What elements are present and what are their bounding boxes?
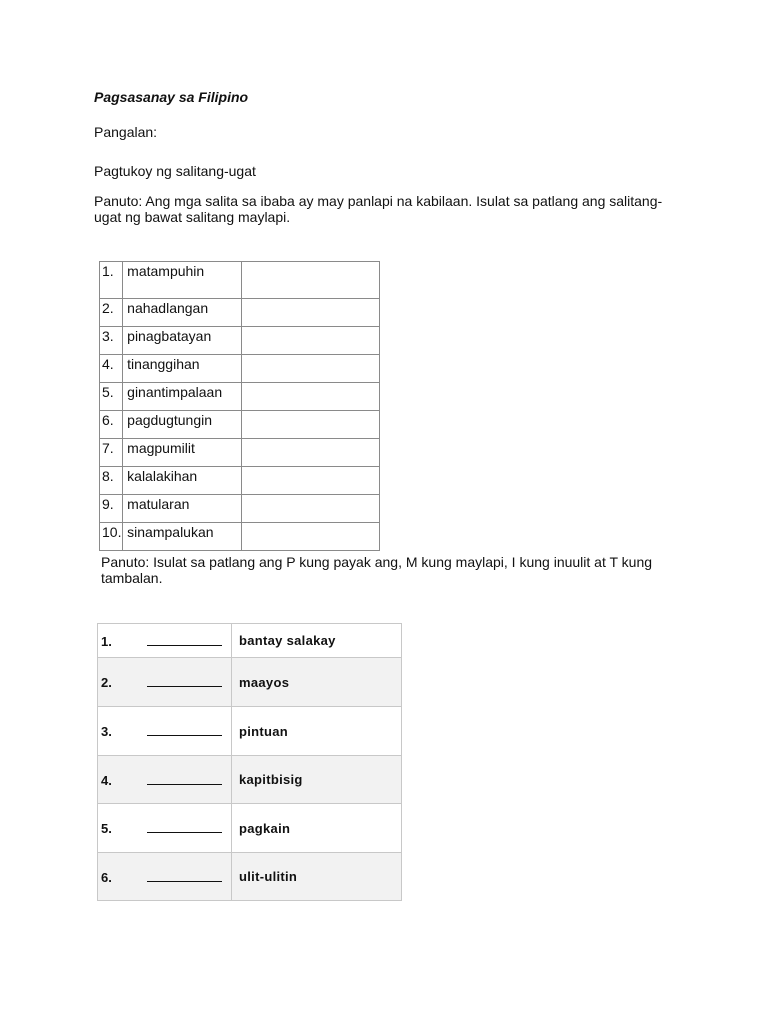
item-word: pinagbatayan: [123, 327, 242, 355]
item-word: maayos: [232, 658, 402, 707]
item-number-cell: [98, 624, 232, 658]
section2-instruction: Panuto: Isulat sa patlang ang P kung payak ang, M kung maylapi, I kung inuulit at T kung tambalan.: [101, 554, 653, 586]
section1-instruction: Panuto: Ang mga salita sa ibaba ay may panlapi na kabilaan. Isulat sa patlang ang salitang-ugat ng bawat salitang maylapi.: [94, 193, 663, 225]
table-row: [100, 411, 380, 439]
table-row: [100, 467, 380, 495]
item-number: 2.: [101, 675, 112, 690]
answer-blank[interactable]: [147, 633, 222, 646]
answer-blank[interactable]: [147, 772, 222, 785]
item-number: 1.: [100, 262, 123, 299]
answer-cell[interactable]: [242, 327, 380, 355]
item-number-cell: [98, 658, 232, 707]
item-word: kalalakihan: [123, 467, 242, 495]
section1-heading: Pagtukoy ng salitang-ugat: [94, 163, 256, 179]
table-row: [98, 707, 402, 756]
answer-cell[interactable]: [242, 355, 380, 383]
item-word: pagdugtungin: [123, 411, 242, 439]
item-word: pintuan: [232, 707, 402, 756]
item-number-cell: [98, 707, 232, 756]
answer-cell[interactable]: [242, 299, 380, 327]
item-number: 8.: [100, 467, 123, 495]
item-number: 1.: [101, 633, 112, 649]
item-number-cell: [98, 756, 232, 804]
table-row: [98, 624, 402, 658]
answer-cell[interactable]: [242, 495, 380, 523]
item-number: 7.: [100, 439, 123, 467]
table-row: [100, 523, 380, 551]
item-number: 6.: [101, 869, 112, 885]
item-number: 3.: [100, 327, 123, 355]
item-word: matampuhin: [123, 262, 242, 299]
table-row: [100, 439, 380, 467]
item-number: 4.: [101, 772, 112, 788]
word-type-table: [97, 623, 402, 901]
root-word-table: [99, 261, 380, 551]
item-word: matularan: [123, 495, 242, 523]
item-number: 9.: [100, 495, 123, 523]
table-row: [100, 327, 380, 355]
item-number: 4.: [100, 355, 123, 383]
worksheet-title: Pagsasanay sa Filipino: [94, 89, 249, 105]
item-number: 10.: [100, 523, 123, 551]
answer-blank[interactable]: [147, 674, 222, 687]
table-row: [98, 756, 402, 804]
answer-cell[interactable]: [242, 383, 380, 411]
item-word: tinanggihan: [123, 355, 242, 383]
item-word: bantay salakay: [232, 624, 402, 658]
answer-blank[interactable]: [147, 869, 222, 882]
item-word: nahadlangan: [123, 299, 242, 327]
table-row: [100, 262, 380, 299]
item-word: ginantimpalaan: [123, 383, 242, 411]
item-word: kapitbisig: [232, 756, 402, 804]
item-number-cell: [98, 804, 232, 853]
table-row: [98, 853, 402, 901]
table-row: [98, 658, 402, 707]
item-number: 5.: [100, 383, 123, 411]
item-number: 6.: [100, 411, 123, 439]
table-row: [98, 804, 402, 853]
answer-cell[interactable]: [242, 411, 380, 439]
item-number: 2.: [100, 299, 123, 327]
table-row: [100, 495, 380, 523]
answer-cell[interactable]: [242, 439, 380, 467]
item-word: ulit-ulitin: [232, 853, 402, 901]
answer-blank[interactable]: [147, 820, 222, 833]
answer-cell[interactable]: [242, 523, 380, 551]
item-number: 3.: [101, 724, 112, 739]
table-row: [100, 383, 380, 411]
answer-cell[interactable]: [242, 262, 380, 299]
item-number: 5.: [101, 821, 112, 836]
name-label: Pangalan:: [94, 124, 158, 140]
item-number-cell: [98, 853, 232, 901]
item-word: sinampalukan: [123, 523, 242, 551]
item-word: magpumilit: [123, 439, 242, 467]
item-word: pagkain: [232, 804, 402, 853]
table-row: [100, 299, 380, 327]
table-row: [100, 355, 380, 383]
answer-cell[interactable]: [242, 467, 380, 495]
answer-blank[interactable]: [147, 723, 222, 736]
